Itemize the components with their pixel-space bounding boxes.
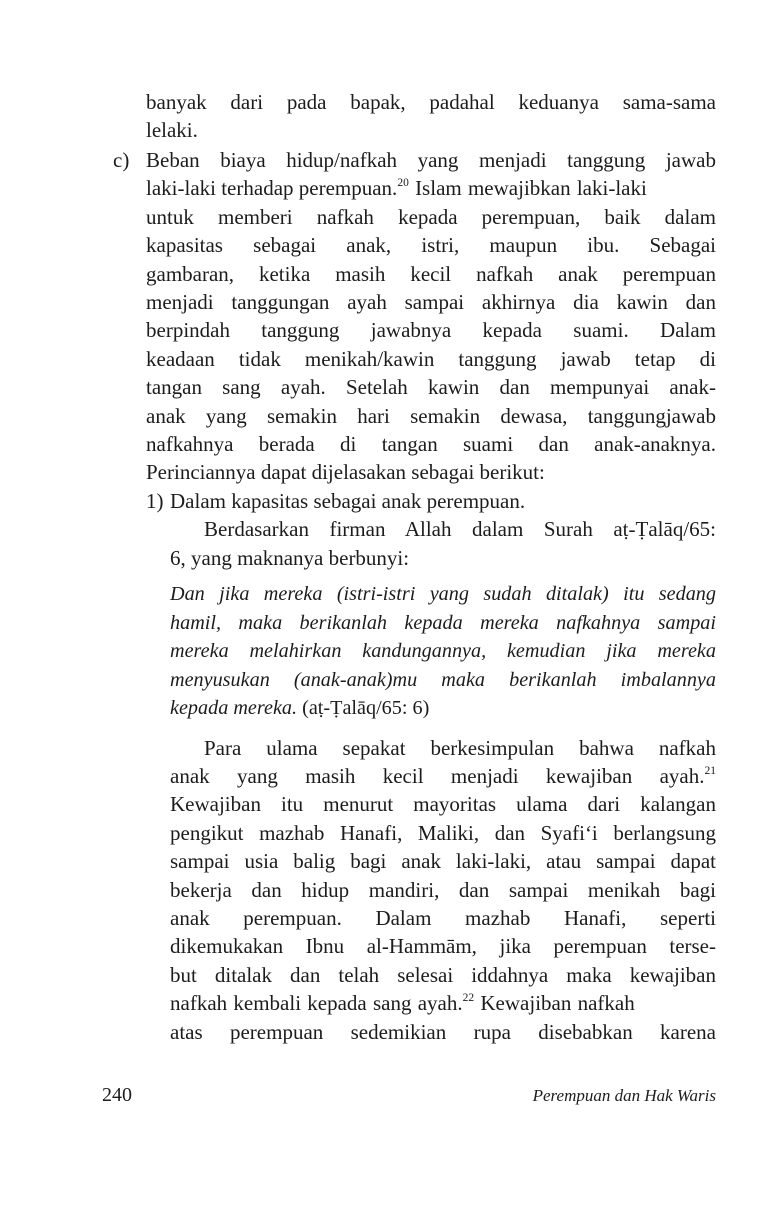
list-marker-1: 1) [146, 489, 164, 513]
running-title: Perempuan dan Hak Waris [532, 1086, 716, 1105]
quote-line: kepada mereka. (aṭ-Ṭalāq/65: 6) [170, 697, 430, 720]
text-line: untuk memberi nafkah kepada perempuan, baik dalam [146, 205, 716, 229]
text-line: Perinciannya dapat dijelasakan sebagai berikut: [146, 460, 545, 484]
text-line: dikemukakan Ibnu al-Hammām, jika perempuan terse- [170, 934, 716, 958]
text-line: menjadi tanggungan ayah sampai akhirnya dia kawin dan [146, 290, 716, 314]
text-line: keadaan tidak menikah/kawin tanggung jawab tetap di [146, 347, 716, 371]
quote-line: hamil, maka berikanlah kepada mereka nafkahnya sampai [170, 611, 716, 634]
text-line: banyak dari pada bapak, padahal keduanya sama-sama [146, 90, 716, 114]
text-line: 6, yang maknanya berbunyi: [170, 546, 410, 570]
list-marker-c: c) [113, 148, 130, 172]
text-line: Berdasarkan firman Allah dalam Surah aṭ-Ṭalāq/65: [204, 517, 716, 541]
quote-line: menyusukan (anak-anak)mu maka berikanlah imbalannya [170, 668, 716, 691]
text-line: pengikut mazhab Hanafi, Maliki, dan Syafi‘i berlangsung [170, 821, 716, 845]
text-line-with-footnote: laki-laki terhadap perempuan.$^{20}$ Islam mewajibkan laki-laki [146, 176, 647, 200]
text-line: kapasitas sebagai anak, istri, maupun ibu. Sebagai [146, 233, 716, 257]
text-line: Kewajiban itu menurut mayoritas ulama dari kalangan [170, 792, 716, 816]
text-line: lelaki. [146, 118, 198, 142]
footnote-ref-22: 22 [462, 992, 475, 1004]
quote-line: mereka melahirkan kandungannya, kemudian jika mereka [170, 640, 716, 663]
text-line: but ditalak dan telah selesai iddahnya maka kewajiban [170, 963, 716, 987]
text-line-with-footnote: nafkah kembali kepada sang ayah.$^{22}$ Kewajiban nafkah [170, 991, 635, 1015]
text-line: anak perempuan. Dalam mazhab Hanafi, seperti [170, 906, 716, 930]
quote-line: Dan jika mereka (istri-istri yang sudah ditalak) itu sedang [170, 583, 716, 605]
quote-citation: (aṭ-Ṭalāq/65: 6) [297, 697, 430, 720]
footnote-ref-20: 20 [397, 177, 409, 189]
text-line: atas perempuan sedemikian rupa disebabkan karena [170, 1020, 716, 1044]
page-number: 240 [102, 1084, 132, 1106]
text-line: Dalam kapasitas sebagai anak perempuan. [170, 489, 526, 513]
text-line: sampai usia balig bagi anak laki-laki, atau sampai dapat [170, 849, 716, 873]
text-line: Para ulama sepakat berkesimpulan bahwa nafkah [204, 736, 716, 760]
text-line: berpindah tanggung jawabnya kepada suami. Dalam [146, 318, 716, 342]
footnote-ref-21: 21 [704, 765, 716, 777]
text-line: nafkahnya berada di tangan suami dan anak-anaknya. [146, 432, 716, 456]
text-line: Beban biaya hidup/nafkah yang menjadi tanggung jawab [146, 148, 716, 172]
text-line: tangan sang ayah. Setelah kawin dan mempunyai anak- [146, 375, 716, 399]
text-line: anak yang semakin hari semakin dewasa, tanggungjawab [146, 404, 716, 428]
text-line: bekerja dan hidup mandiri, dan sampai menikah bagi [170, 878, 716, 902]
text-line-with-footnote: anak yang masih kecil menjadi kewajiban ayah.$^{21}$ [170, 764, 716, 788]
text-line: gambaran, ketika masih kecil nafkah anak perempuan [146, 262, 716, 286]
